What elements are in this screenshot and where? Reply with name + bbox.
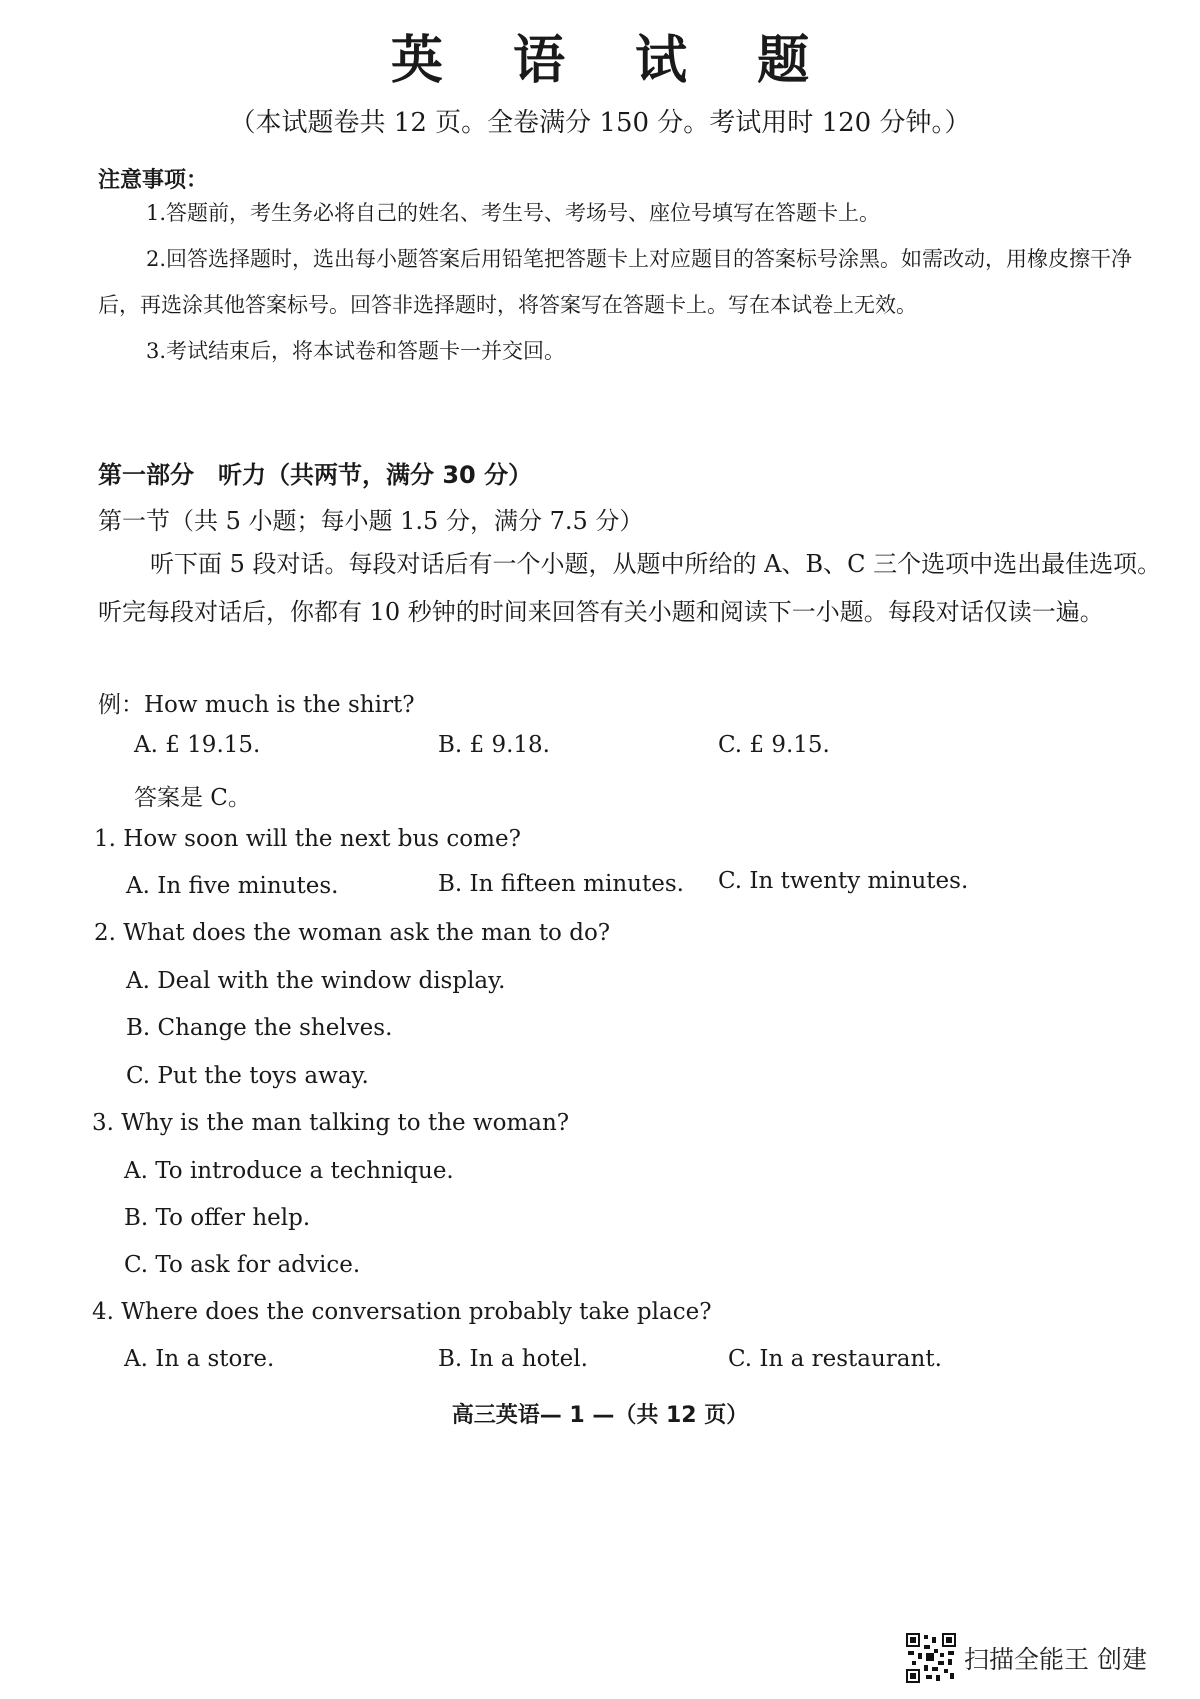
notice-heading: 注意事项： (98, 168, 209, 193)
page-footer: 高三英语— 1 —（共 12 页） (451, 1403, 749, 1428)
question-3-option-c: C. To ask for advice. (124, 1252, 361, 1278)
question-4-option-a: A. In a store. (124, 1346, 275, 1372)
question-3: 3. Why is the man talking to the woman? (92, 1110, 570, 1136)
notice-item: 1.答题前，考生务必将自己的姓名、考生号、考场号、座位号填写在答题卡上。 (146, 201, 881, 225)
example-question: 例：How much is the shirt? (98, 692, 415, 718)
question-2-option-c: C. Put the toys away. (126, 1063, 369, 1089)
section-one-heading: 第一节（共 5 小题；每小题 1.5 分，满分 7.5 分） (98, 507, 644, 535)
qr-code-icon (906, 1633, 956, 1683)
question-4: 4. Where does the conversation probably take place? (92, 1299, 712, 1325)
question-2-option-a: A. Deal with the window display. (126, 968, 506, 994)
question-1: 1. How soon will the next bus come? (94, 826, 521, 852)
example-option-c: C. £ 9.15. (718, 732, 830, 758)
notice-item: 3.考试结束后，将本试卷和答题卡一并交回。 (146, 339, 566, 363)
question-3-option-b: B. To offer help. (124, 1205, 311, 1231)
example-answer: 答案是 C。 (134, 785, 251, 811)
part-one-heading: 第一部分 听力（共两节，满分 30 分） (98, 461, 533, 489)
scanner-text: 扫描全能王 创建 (964, 1645, 1147, 1674)
question-1-option-b: B. In fifteen minutes. (438, 871, 684, 897)
question-3-option-a: A. To introduce a technique. (124, 1158, 454, 1184)
question-1-option-c: C. In twenty minutes. (718, 868, 969, 894)
question-2-option-b: B. Change the shelves. (126, 1015, 393, 1041)
notice-item: 2.回答选择题时，选出每小题答案后用铅笔把答题卡上对应题目的答案标号涂黑。如需改动，用橡皮擦干净后，再选涂其他答案标号。回答非选择题时，将答案写在答题卡上。写在本试卷上无效。 (98, 247, 1133, 317)
question-1-option-a: A. In five minutes. (126, 873, 339, 899)
listening-instructions: 听下面 5 段对话。每段对话后有一个小题，从题中所给的 A、B、C 三个选项中选出最佳选项。听完每段对话后，你都有 10 秒钟的时间来回答有关小题和阅读下一小题。每段对话仅读一遍。 (98, 550, 1162, 626)
notice-list (98, 190, 1163, 374)
question-4-option-c: C. In a restaurant. (728, 1346, 942, 1372)
question-2: 2. What does the woman ask the man to do? (94, 920, 611, 946)
scanner-watermark (906, 1633, 1147, 1683)
exam-info: （本试题卷共 12 页。全卷满分 150 分。考试用时 120 分钟。） (229, 108, 971, 138)
page-title: 英 语 试 题 (390, 31, 836, 91)
example-option-a: A. £ 19.15. (134, 732, 261, 758)
question-4-option-b: B. In a hotel. (438, 1346, 588, 1372)
example-option-b: B. £ 9.18. (438, 732, 550, 758)
